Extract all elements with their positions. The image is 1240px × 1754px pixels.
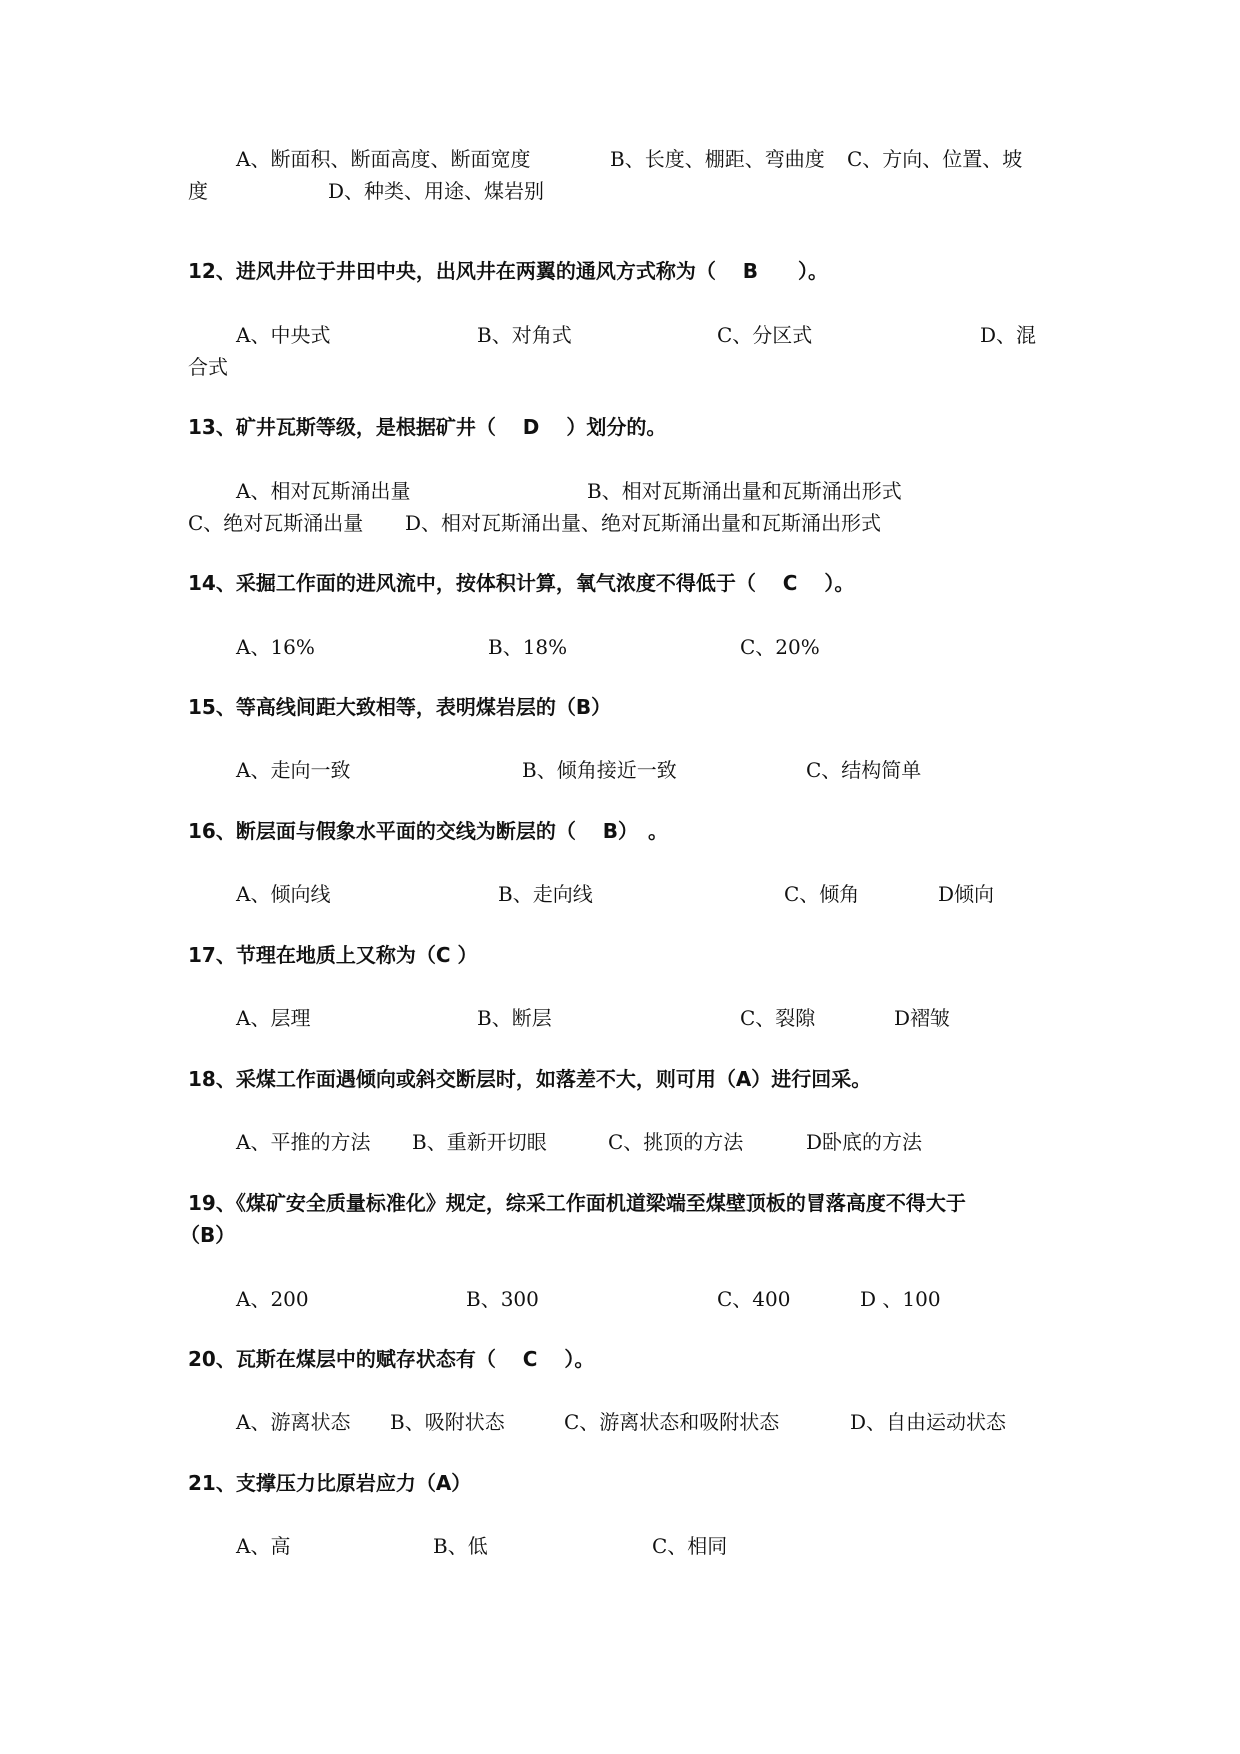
- option-a: A、断面积、断面高度、断面宽度: [236, 147, 531, 171]
- option-line: [0, 630, 1240, 664]
- option-c: C、结构简单: [806, 758, 922, 782]
- option-a: A、16%: [236, 635, 315, 659]
- question-16: [0, 814, 1240, 848]
- question-19: [0, 1186, 1240, 1220]
- option-line: [0, 1405, 1240, 1439]
- option-a: A、中央式: [236, 323, 331, 347]
- option-c: C、挑顶的方法: [608, 1130, 744, 1154]
- option-c: C、游离状态和吸附状态: [564, 1410, 780, 1434]
- option-b: B、断层: [477, 1006, 552, 1030]
- option-line: [0, 753, 1240, 787]
- option-b: B、走向线: [498, 882, 593, 906]
- question-20: [0, 1342, 1240, 1376]
- option-c: C、400: [717, 1287, 791, 1311]
- option-b: B、吸附状态: [390, 1410, 505, 1434]
- option-line: [0, 350, 1240, 384]
- option-a: A、层理: [236, 1006, 311, 1030]
- option-d: D、种类、用途、煤岩别: [328, 179, 545, 203]
- option-line: [0, 474, 1240, 508]
- option-line: [0, 1125, 1240, 1159]
- question-19-continuation: [0, 1218, 1240, 1252]
- question-text: 15、等高线间距大致相等，表明煤岩层的（B）: [188, 695, 612, 719]
- question-text: 17、节理在地质上又称为（C ）: [188, 943, 478, 967]
- option-d: D、自由运动状态: [850, 1410, 1007, 1434]
- option-d-continuation: 合式: [188, 355, 228, 379]
- option-d: D 、100: [860, 1287, 941, 1311]
- question-text: 18、采煤工作面遇倾向或斜交断层时，如落差不大，则可用（A）进行回采。: [188, 1067, 872, 1091]
- option-d: D、相对瓦斯涌出量、绝对瓦斯涌出量和瓦斯涌出形式: [405, 511, 882, 535]
- question-text: 13、矿井瓦斯等级，是根据矿井（ D ）划分的。: [188, 415, 667, 439]
- option-line: [0, 506, 1240, 540]
- question-text: 14、采掘工作面的进风流中，按体积计算，氧气浓度不得低于（ C ）。: [188, 571, 855, 595]
- question-15: [0, 690, 1240, 724]
- option-a: A、相对瓦斯涌出量: [236, 479, 411, 503]
- question-text: 21、支撑压力比原岩应力（A）: [188, 1471, 472, 1495]
- question-text: 16、断层面与假象水平面的交线为断层的（ B） 。: [188, 819, 669, 843]
- option-c: C、裂隙: [740, 1006, 816, 1030]
- question-text: 20、瓦斯在煤层中的赋存状态有（ C ）。: [188, 1347, 595, 1371]
- option-c: C、分区式: [717, 323, 813, 347]
- option-c: C、绝对瓦斯涌出量: [188, 511, 364, 535]
- question-text: 12、进风井位于井田中央，出风井在两翼的通风方式称为（ B ）。: [188, 259, 829, 283]
- option-b: B、长度、棚距、弯曲度: [610, 147, 825, 171]
- option-a: A、游离状态: [236, 1410, 351, 1434]
- option-a: A、高: [236, 1534, 291, 1558]
- option-line: [0, 877, 1240, 911]
- option-a: A、走向一致: [236, 758, 351, 782]
- option-line: [0, 142, 1240, 176]
- option-c: C、相同: [652, 1534, 728, 1558]
- option-a: A、200: [236, 1287, 309, 1311]
- option-line: [0, 1529, 1240, 1563]
- option-c: C、20%: [740, 635, 820, 659]
- option-b: B、相对瓦斯涌出量和瓦斯涌出形式: [587, 479, 902, 503]
- option-line: [0, 318, 1240, 352]
- option-c-continuation: 度: [188, 179, 208, 203]
- option-b: B、18%: [488, 635, 568, 659]
- option-c: C、方向、位置、坡: [847, 147, 1023, 171]
- option-line: [0, 1282, 1240, 1316]
- option-a: A、倾向线: [236, 882, 331, 906]
- question-18: [0, 1062, 1240, 1096]
- option-d: D褶皱: [894, 1006, 951, 1030]
- option-b: B、重新开切眼: [412, 1130, 547, 1154]
- question-12: [0, 254, 1240, 288]
- option-line: [0, 174, 1240, 208]
- option-d: D倾向: [938, 882, 995, 906]
- question-text: 19、《煤矿安全质量标准化》规定，综采工作面机道梁端至煤壁顶板的冒落高度不得大于: [188, 1191, 966, 1215]
- option-d: D、混: [980, 323, 1037, 347]
- option-b: B、对角式: [477, 323, 572, 347]
- option-d: D卧底的方法: [806, 1130, 923, 1154]
- option-a: A、平推的方法: [236, 1130, 371, 1154]
- question-17: [0, 938, 1240, 972]
- option-b: B、倾角接近一致: [522, 758, 677, 782]
- option-c: C、倾角: [784, 882, 860, 906]
- option-b: B、300: [466, 1287, 539, 1311]
- question-13: [0, 410, 1240, 444]
- option-b: B、低: [433, 1534, 488, 1558]
- question-21: [0, 1466, 1240, 1500]
- option-line: [0, 1001, 1240, 1035]
- question-14: [0, 566, 1240, 600]
- question-text-continuation: （B）: [180, 1223, 236, 1247]
